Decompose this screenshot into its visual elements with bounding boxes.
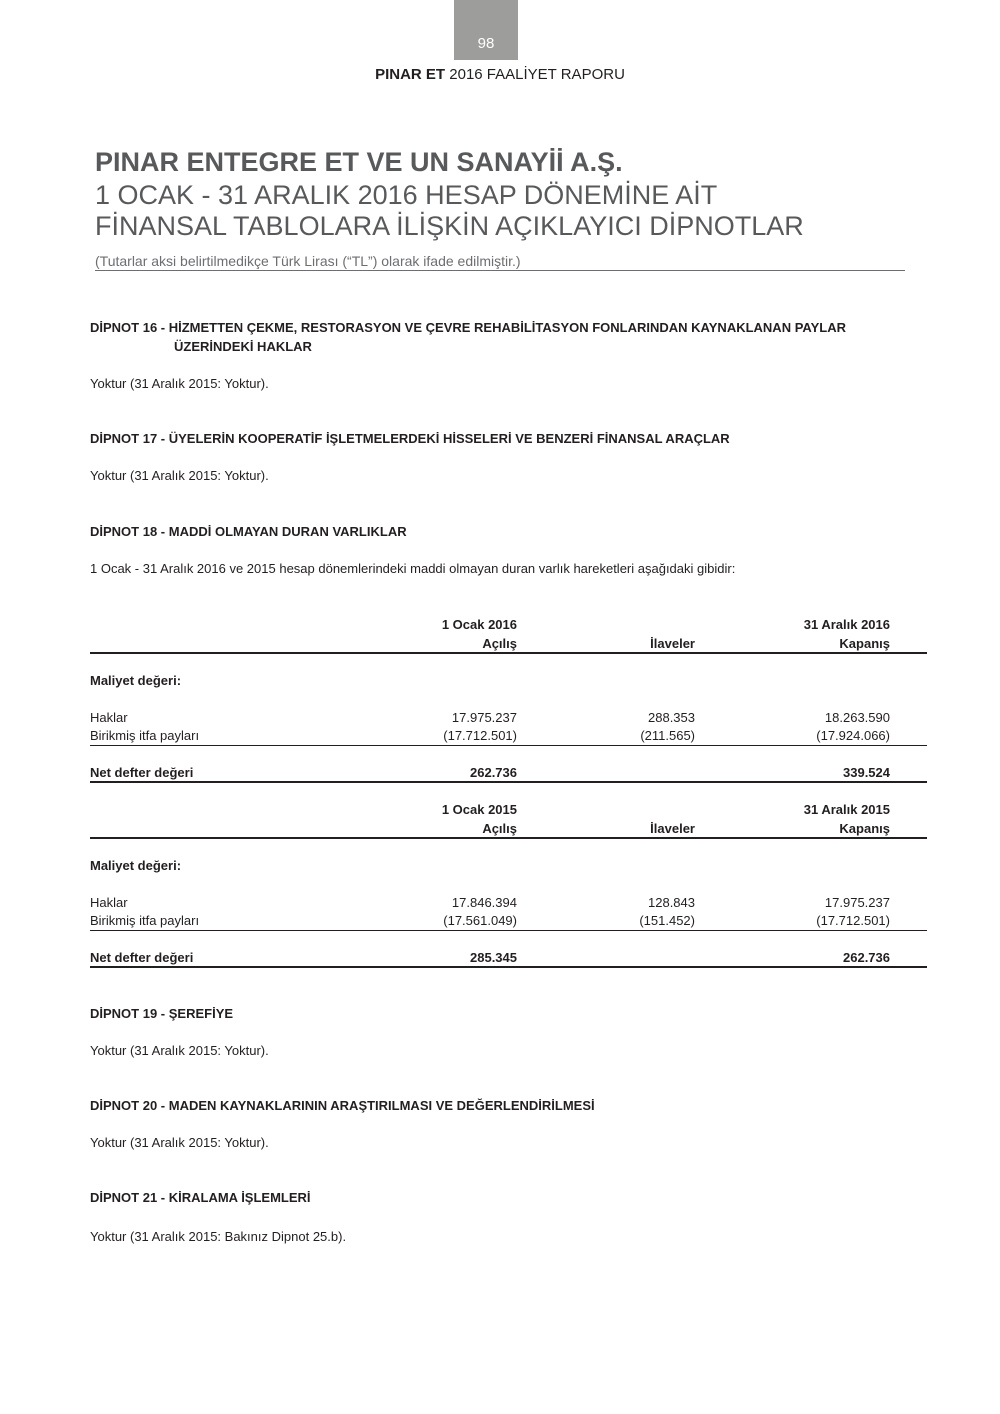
running-head [0,66,1000,83]
row-close: (17.924.066) [816,728,890,743]
total-rule [90,781,927,783]
row-open: 17.975.237 [451,710,517,725]
col-additions-label: İlaveler [650,821,695,836]
row-additions: (211.565) [640,728,695,743]
col-open-label: Açılış [482,821,517,836]
total-open: 285.345 [470,950,517,965]
running-head-brand: PINAR ET [375,66,446,83]
row-close: 17.975.237 [824,895,890,910]
note-18-heading: DİPNOT 18 - MADDİ OLMAYAN DURAN VARLIKLAR [90,524,407,539]
note-21-heading: DİPNOT 21 - KİRALAMA İŞLEMLERİ [90,1190,311,1205]
row-additions: (151.452) [639,913,695,928]
note-17-body: Yoktur (31 Aralık 2015: Yoktur). [90,468,269,483]
period-title: 1 OCAK - 31 ARALIK 2016 HESAP DÖNEMİNE AİT [95,180,718,210]
row-open: (17.712.501) [443,728,517,743]
total-close: 262.736 [843,950,890,965]
header-rule [90,837,927,839]
row-close: 18.263.590 [824,710,890,725]
col-open-date: 1 Ocak 2015 [441,802,517,817]
total-close: 339.524 [843,765,890,780]
notes-title: FİNANSAL TABLOLARA İLİŞKİN AÇIKLAYICI DİPNOTLAR [95,211,804,241]
section-label: Maliyet değeri: [90,673,182,688]
row-additions: 128.843 [648,895,695,910]
col-open-label: Açılış [482,636,517,651]
col-close-label: Kapanış [839,636,890,651]
total-label: Net defter değeri [90,950,194,965]
note-16-body: Yoktur (31 Aralık 2015: Yoktur). [90,376,269,391]
note-20-heading: DİPNOT 20 - MADEN KAYNAKLARININ ARAŞTIRILMASI VE DEĞERLENDİRİLMESİ [90,1098,595,1113]
total-open: 262.736 [470,765,517,780]
row-label: Haklar [90,895,128,910]
row-open: 17.846.394 [451,895,517,910]
page-number-tab [454,0,518,60]
subtotal-rule [90,930,927,931]
running-head-rest: 2016 FAALİYET RAPORU [449,66,625,83]
note-17-heading: DİPNOT 17 - ÜYELERİN KOOPERATİF İŞLETMELERDEKİ HİSSELERİ VE BENZERİ FİNANSAL ARAÇLAR [90,431,730,446]
row-label: Birikmiş itfa payları [90,913,200,928]
title-divider [95,270,905,271]
col-close-date: 31 Aralık 2016 [803,617,890,632]
subtotal-rule [90,745,927,746]
note-18-intro: 1 Ocak - 31 Aralık 2016 ve 2015 hesap dönemlerindeki maddi olmayan duran varlık hareketleri aşağıdaki gibidir: [90,561,736,576]
row-close: (17.712.501) [816,913,890,928]
col-close-date: 31 Aralık 2015 [803,802,890,817]
currency-note: (Tutarlar aksi belirtilmedikçe Türk Lirası (“TL”) olarak ifade edilmiştir.) [95,253,521,269]
header-rule [90,652,927,654]
row-additions: 288.353 [648,710,695,725]
row-label: Haklar [90,710,128,725]
company-title: PINAR ENTEGRE ET VE UN SANAYİİ A.Ş. [95,147,623,177]
page-number: 98 [477,35,495,52]
row-open: (17.561.049) [443,913,517,928]
total-rule [90,966,927,968]
note-19-body: Yoktur (31 Aralık 2015: Yoktur). [90,1043,269,1058]
note-16-heading: DİPNOT 16 - HİZMETTEN ÇEKME, RESTORASYON VE ÇEVRE REHABİLİTASYON FONLARINDAN KAYNAKLANAN PAYLAR [90,320,846,335]
section-label: Maliyet değeri: [90,858,182,873]
row-label: Birikmiş itfa payları [90,728,200,743]
note-16-heading-cont: ÜZERİNDEKİ HAKLAR [174,339,312,354]
note-21-body: Yoktur (31 Aralık 2015: Bakınız Dipnot 25.b). [90,1229,347,1244]
col-close-label: Kapanış [839,821,890,836]
total-label: Net defter değeri [90,765,194,780]
note-20-body: Yoktur (31 Aralık 2015: Yoktur). [90,1135,269,1150]
note-19-heading: DİPNOT 19 - ŞEREFİYE [90,1006,234,1021]
col-additions-label: İlaveler [650,636,695,651]
col-open-date: 1 Ocak 2016 [441,617,517,632]
